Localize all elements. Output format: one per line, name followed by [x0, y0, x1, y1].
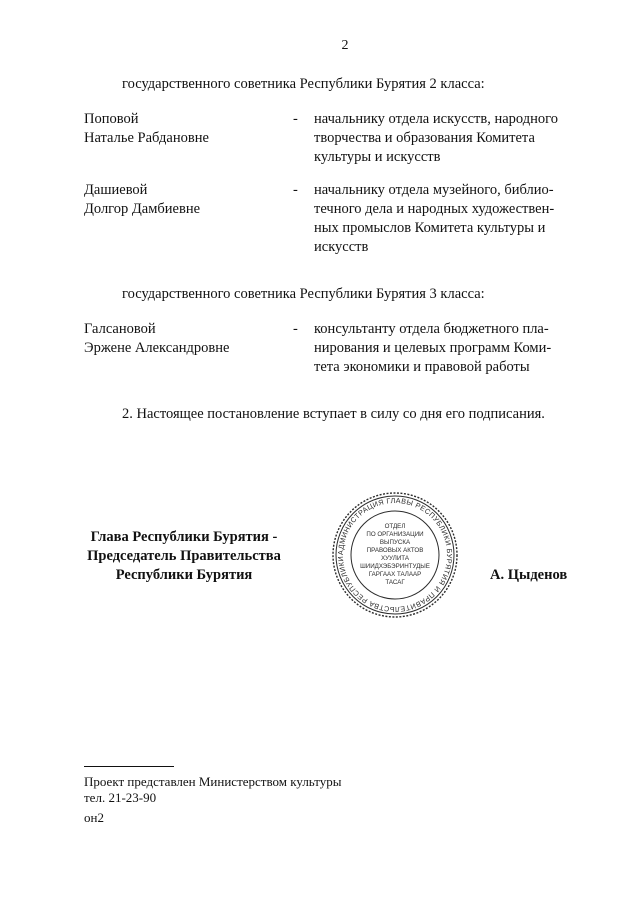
seal-center-line: ХУУЛИТА: [381, 555, 409, 562]
rank-heading-class-2: государственного советника Республики Бурятия 2 класса:: [122, 76, 485, 92]
dash: -: [293, 182, 298, 198]
position-line: течного дела и народных художествен-: [314, 201, 555, 217]
document-code: он2: [84, 810, 104, 825]
dash: -: [293, 111, 298, 127]
person-name-dashieva: [84, 181, 284, 219]
person-name-popova: [84, 110, 284, 148]
surname: Дашиевой: [84, 182, 148, 198]
signatory-title: [70, 528, 298, 585]
signatory-name: А. Цыденов: [490, 567, 568, 583]
person-name-galsanova: [84, 320, 284, 358]
position-line: нирования и целевых программ Коми-: [314, 340, 552, 356]
official-seal: [330, 490, 460, 620]
seal-ring-text: АДМИНИСТРАЦИЯ ГЛАВЫ РЕСПУБЛИКИ БУРЯТИЯ И ПРАВИТЕЛЬСТВА РЕСПУБЛИКИ: [335, 495, 455, 615]
page-number: 2: [341, 38, 349, 53]
seal-center-line: ПО ОРГАНИЗАЦИИ: [366, 531, 424, 538]
position-line: творчества и образования Комитета: [314, 130, 535, 146]
position-line: консультанту отдела бюджетного пла-: [314, 321, 549, 337]
position-dashieva: [314, 181, 572, 257]
seal-center-line: ПРАВОВЫХ АКТОВ: [366, 547, 424, 554]
given-names: Долгор Дамбиевне: [84, 201, 201, 217]
position-line: начальнику отдела музейного, библио-: [314, 182, 554, 198]
rank-heading-class-3: государственного советника Республики Бурятия 3 класса:: [122, 286, 485, 302]
surname: Галсановой: [84, 321, 156, 337]
surname: Поповой: [84, 111, 139, 127]
signatory-title-line: Глава Республики Бурятия -: [90, 529, 278, 545]
footnote-line: Проект представлен Министерством культуры: [84, 774, 342, 789]
position-line: начальнику отдела искусств, народного: [314, 111, 558, 127]
seal-center-line: ВЫПУСКА: [379, 539, 411, 546]
position-line: ных промыслов Комитета культуры и: [314, 220, 546, 236]
seal-graphic: [330, 490, 460, 620]
signatory-title-line: Председатель Правительства: [87, 548, 281, 564]
seal-center-line: ОТДЕЛ: [384, 523, 406, 530]
seal-center-line: ШИИДХЭБЭРИНТУДЫЕ: [360, 563, 430, 570]
given-names: Эржене Александровне: [84, 340, 230, 356]
footnote-divider: [84, 766, 174, 767]
dash: -: [293, 321, 298, 337]
position-line: искусств: [314, 239, 369, 255]
seal-center-line: ТАСАГ: [385, 579, 405, 586]
signatory-title-line: Республики Бурятия: [115, 567, 253, 583]
given-names: Наталье Рабдановне: [84, 130, 209, 146]
position-line: культуры и искусств: [314, 149, 441, 165]
closing-paragraph: 2. Настоящее постановление вступает в силу со дня его подписания.: [122, 406, 545, 422]
footnote-phone: тел. 21-23-90: [84, 790, 157, 805]
position-popova: [314, 110, 572, 167]
position-galsanova: [314, 320, 572, 377]
seal-center-line: ГАРГААХ ТАЛААР: [368, 571, 422, 578]
position-line: тета экономики и правовой работы: [314, 359, 530, 375]
